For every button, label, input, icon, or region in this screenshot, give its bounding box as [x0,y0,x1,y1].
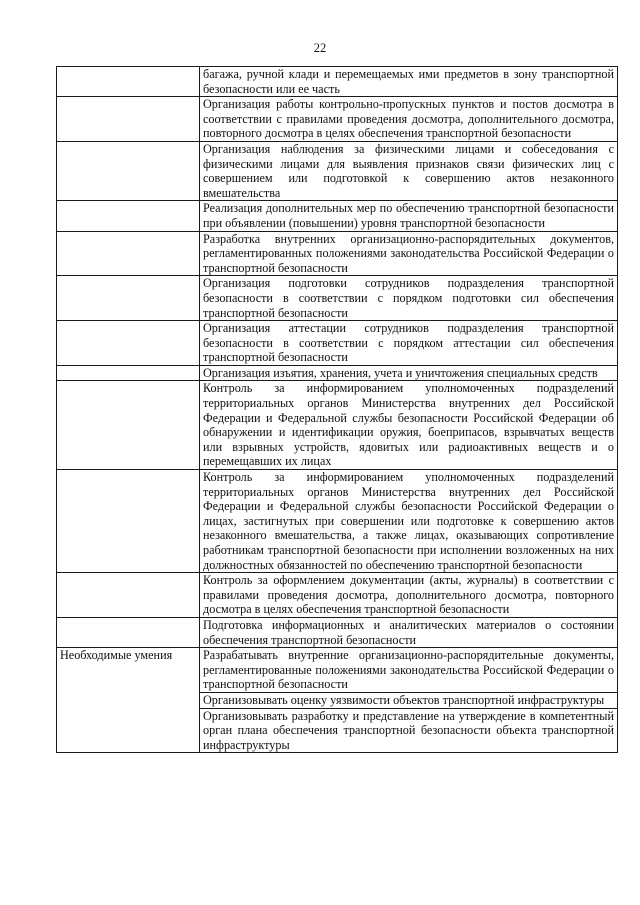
row-label-spacer [57,365,200,381]
table-row [57,617,618,647]
row-label [57,67,200,97]
labor-action-text: Контроль за оформлением документации (акты, журналы) в соответствии с правилами проведения досмотра, дополнительного досмотра, повторного досмотра в целях обеспечения транспортной безопасности [200,573,618,618]
labor-action-text: Реализация дополнительных мер по обеспечению транспортной безопасности при объявлении (повышении) уровня транспортной безопасности [200,201,618,231]
labor-action-text: Организация аттестации сотрудников подразделения транспортной безопасности в соответствии с порядком аттестации сил обеспечения транспортной безопасности [200,321,618,366]
row-label-spacer [57,231,200,276]
labor-action-text: Контроль за информированием уполномоченных подразделений территориальных органов Министерства внутренних дел Российской Федерации и Федеральной службы безопасности Российской Федерации об обнаружении и идентификации оружия, боеприпасов, взрывчатых веществ или взрывных устройств, ядовитых или радиоактивных веществ и о перемещавших их лицах [200,381,618,470]
row-label-spacer [57,201,200,231]
row-label-spacer [57,470,200,573]
table-row [57,67,618,97]
section-label-skills: Необходимые умения [57,648,200,753]
requirements-table [56,66,618,753]
row-label-spacer [57,617,200,647]
labor-action-text: Организация работы контрольно-пропускных пунктов и постов досмотра в соответствии с правилами проведения досмотра, дополнительного досмотра, повторного досмотра в целях обеспечения транспортной безопасности [200,97,618,142]
table-row [57,321,618,366]
table-row [57,573,618,618]
table-row [57,231,618,276]
table-row [57,97,618,142]
row-label-spacer [57,97,200,142]
row-label-spacer [57,141,200,200]
labor-action-text: Организация подготовки сотрудников подразделения транспортной безопасности в соответствии с порядком подготовки сил обеспечения транспортной безопасности [200,276,618,321]
skill-text: Организовывать оценку уязвимости объектов транспортной инфраструктуры [200,692,618,708]
table-row [57,276,618,321]
row-label-spacer [57,573,200,618]
table-row [57,201,618,231]
table-row [57,141,618,200]
labor-action-text: Организация наблюдения за физическими лицами и собеседования с физическими лицами для выявления признаков связи физических лиц с совершением или подготовкой к совершению актов незаконного вмешательства [200,141,618,200]
table-row [57,381,618,470]
table-row [57,470,618,573]
labor-action-text: Подготовка информационных и аналитических материалов о состоянии обеспечения транспортной безопасности [200,617,618,647]
labor-action-text: багажа, ручной клади и перемещаемых ими предметов в зону транспортной безопасности или ее часть [200,67,618,97]
row-label-spacer [57,321,200,366]
row-label-spacer [57,381,200,470]
labor-action-text: Организация изъятия, хранения, учета и уничтожения специальных средств [200,365,618,381]
labor-action-text: Контроль за информированием уполномоченных подразделений территориальных органов Министерства внутренних дел Российской Федерации и Федеральной службы безопасности Российской Федерации о лицах, застигнутых при совершении или подготовке к совершению актов незаконного вмешательства, а также лицах, оказывающих сопротивление работникам транспортной безопасности при исполнении возложенных на них должностных обязанностей по обеспечению транспортной безопасности [200,470,618,573]
table-row [57,365,618,381]
skill-text: Организовывать разработку и представление на утверждение в компетентный орган плана обеспечения транспортной безопасности объекта транспортной инфраструктуры [200,708,618,753]
labor-action-text: Разработка внутренних организационно-распорядительных документов, регламентированных положениями законодательства Российской Федерации о транспортной безопасности [200,231,618,276]
table-row [57,648,618,693]
row-label-spacer [57,276,200,321]
skill-text: Разрабатывать внутренние организационно-распорядительные документы, регламентированные положениями законодательства Российской Федерации о транспортной безопасности [200,648,618,693]
page-number: 22 [313,41,327,55]
